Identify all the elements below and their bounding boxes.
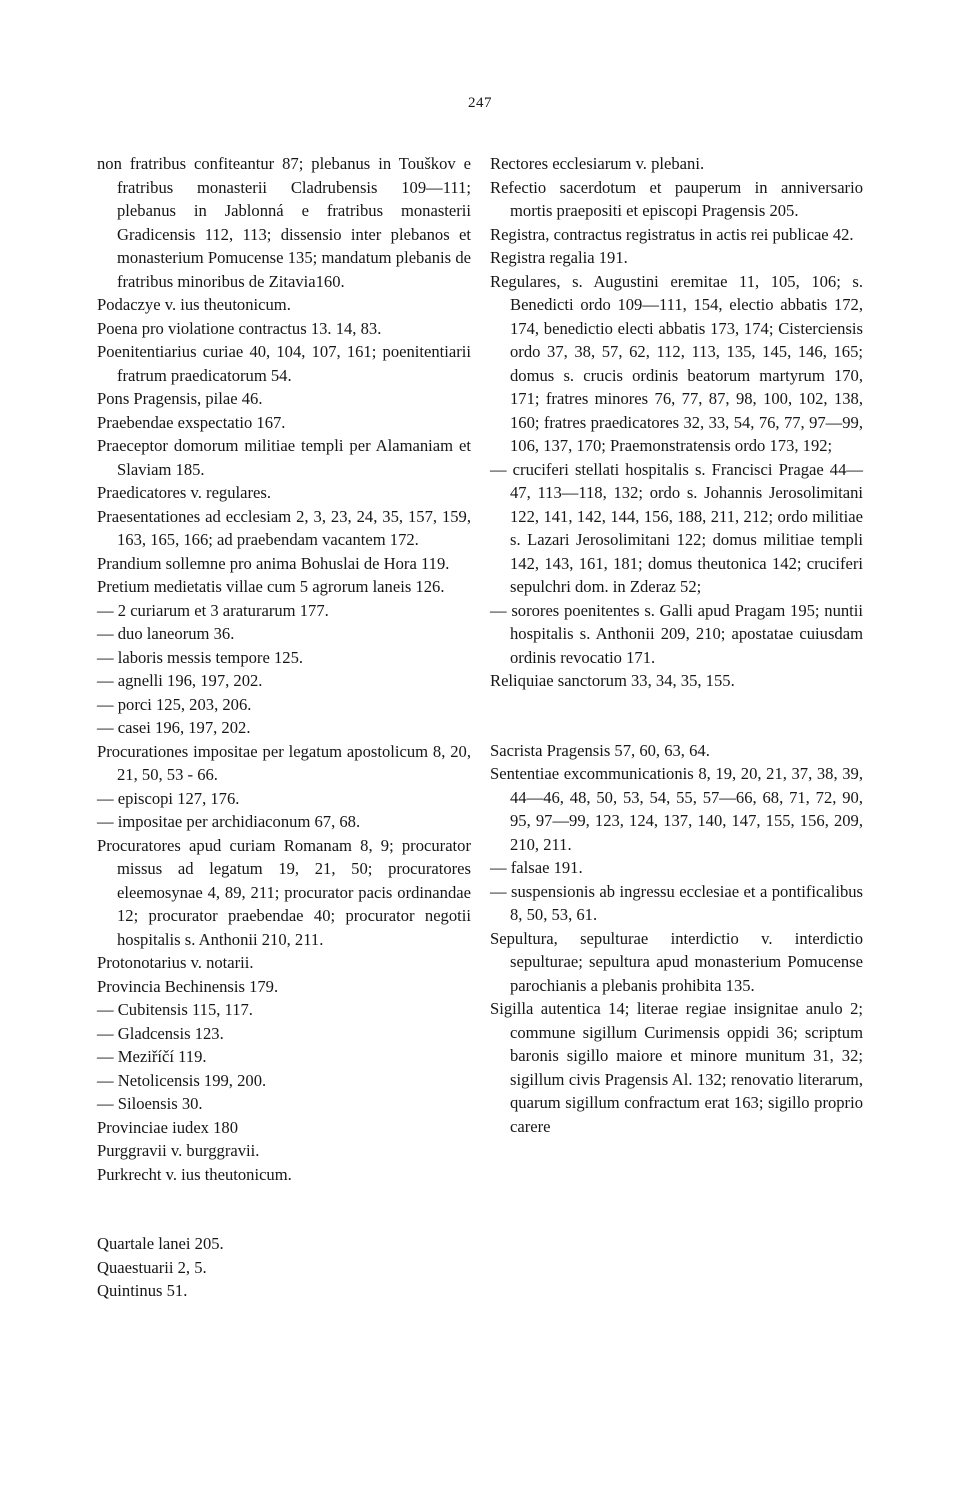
index-entry: Registra regalia 191. (490, 248, 628, 267)
index-entry: Praedicatores v. regulares. (97, 483, 271, 502)
index-entry: Provinciae iudex 180 (97, 1117, 239, 1137)
index-entry: — Siloensis 30. (97, 1094, 203, 1113)
index-entry: Purkrecht v. ius theutonicum. (97, 1164, 292, 1184)
index-entry: Sigilla autentica 14; literae regiae insignitae anulo 2; commune sigillum Curimensis oppidi 36; scriptum baronis sigillo maiore et minore munitum 31, 32; sigillum civis Pragensis Al. 132; renovatio literarum, quarum sigillum confractum erat 163; sigillo proprio carere (490, 999, 863, 1136)
index-entry: non fratribus confiteantur 87; plebanus in Touškov e fratribus monasterii Cladrubensis 109—111; plebanus in Jablonná e fratribus monasterii Gradicensis 112, 113; dissensio inter plebanos et monasterium Pomucense 135; mandatum plebanis de fratribus minoribus de Zitavia160. (97, 154, 471, 291)
index-entry: Pons Pragensis, pilae 46. (97, 389, 263, 408)
index-entry: Praebendae exspectatio 167. (97, 412, 286, 432)
page-number: 247 (468, 95, 492, 111)
letter-section-gap (490, 693, 863, 739)
index-entry: — Netolicensis 199, 200. (97, 1070, 267, 1090)
index-entry: Quartale lanei 205. (97, 1234, 224, 1253)
index-entry: — porci 125, 203, 206. (97, 694, 252, 714)
index-entry: Praesentationes ad ecclesiam 2, 3, 23, 24, 35, 157, 159, 163, 165, 166; ad praebendam vacantem 172. (97, 506, 471, 549)
index-entry: Procurationes impositae per legatum apostolicum 8, 20, 21, 50, 53 - 66. (97, 741, 471, 784)
index-entry: — 2 curiarum et 3 araturarum 177. (97, 600, 329, 620)
index-entry: — Gladcensis 123. (97, 1023, 224, 1043)
index-entry: — sorores poenitentes s. Galli apud Pragam 195; nuntii hospitalis s. Anthonii 209, 210; apostatae cuiusdam ordinis revocatio 171. (490, 600, 863, 667)
index-entry: Sententiae excommunicationis 8, 19, 20, 21, 37, 38, 39, 44—46, 48, 50, 53, 54, 55, 57—66, 68, 71, 72, 90, 95, 97—99, 123, 124, 137, 140, 147, 155, 156, 209, 210, 211. (490, 764, 863, 854)
index-entry: — agnelli 196, 197, 202. (97, 671, 263, 690)
index-entry: Registra, contractus registratus in actis rei publicae 42. (490, 224, 854, 244)
index-entry: Provincia Bechinensis 179. (97, 976, 279, 996)
index-entry: Quintinus 51. (97, 1281, 188, 1300)
index-entry: — suspensionis ab ingressu ecclesiae et a pontificalibus 8, 50, 53, 61. (490, 881, 863, 924)
index-entry: Praeceptor domorum militiae templi per Alamaniam et Slaviam 185. (97, 436, 471, 479)
index-entry: — falsae 191. (490, 858, 583, 877)
index-column-right (490, 152, 863, 1138)
index-entry: Prandium sollemne pro anima Bohuslai de Hora 119. (97, 553, 450, 573)
index-entry: Quaestuarii 2, 5. (97, 1257, 207, 1277)
index-entry: Procuratores apud curiam Romanam 8, 9; procurator missus ad legatum 19, 21, 50; procuratores eleemosynae 4, 89, 211; procurator pacis ordinandae 12; procurator praebendae 40; procurator negotii hospitalis s. Anthonii 210, 211. (97, 835, 471, 949)
index-entry: — Meziříčí 119. (97, 1047, 207, 1066)
index-column-left (97, 152, 471, 1303)
index-entry: — duo laneorum 36. (97, 624, 235, 643)
index-entry: Regulares, s. Augustini eremitae 11, 105, 106; s. Benedicti ordo 109—111, 154, electio abbatis 172, 174, benedictio electi abbatis 173, 174; Cisterciensis ordo 37, 38, 57, 62, 112, 113, 135, 145, 146, 165; domus s. crucis ordinis beatorum martyrum 170, 171; fratres minores 76, 77, 87, 98, 100, 102, 138, 160; fratres praedicatores 32, 33, 54, 76, 77, 97—99, 106, 137, 170; Praemonstratensis ordo 173, 192; (490, 271, 863, 455)
index-entry: — cruciferi stellati hospitalis s. Francisci Pragae 44—47, 113—118, 132; ordo s. Johannis Jerosolimitani 122, 141, 142, 144, 156, 188, 211, 212; ordo militiae s. Lazari Jerosolimitani 122; domus militiae templi 142, 143, 161, 181; domus theutonica 142; cruciferi sepulchri dom. in Zderaz 52; (490, 459, 863, 596)
index-entry: — casei 196, 197, 202. (97, 718, 251, 737)
index-entry: Rectores ecclesiarum v. plebani. (490, 154, 705, 173)
index-entry: Reliquiae sanctorum 33, 34, 35, 155. (490, 671, 735, 690)
index-entry: — impositae per archidiaconum 67, 68. (97, 812, 361, 831)
index-entry: Purggravii v. burggravii. (97, 1141, 260, 1160)
index-entry: Pretium medietatis villae cum 5 agrorum laneis 126. (97, 577, 445, 596)
index-entry: Sepultura, sepulturae interdictio v. interdictio sepulturae; sepultura apud monasterium Pomucense parochianis a plebanis prohibita 135. (490, 928, 863, 995)
index-entry: Podaczye v. ius theutonicum. (97, 295, 291, 314)
index-entry: — episcopi 127, 176. (97, 788, 240, 808)
index-entry: — laboris messis tempore 125. (97, 647, 304, 667)
letter-section-gap (97, 1186, 471, 1232)
index-entry: Poenitentiarius curiae 40, 104, 107, 161; poenitentiarii fratrum praedicatorum 54. (97, 342, 471, 385)
index-entry: Poena pro violatione contractus 13. 14, 83. (97, 318, 382, 338)
index-entry: Protonotarius v. notarii. (97, 953, 254, 972)
index-entry: Refectio sacerdotum et pauperum in anniversario mortis praepositi et episcopi Pragensis 205. (490, 177, 863, 220)
index-entry: Sacrista Pragensis 57, 60, 63, 64. (490, 740, 710, 760)
index-entry: — Cubitensis 115, 117. (97, 1000, 253, 1019)
